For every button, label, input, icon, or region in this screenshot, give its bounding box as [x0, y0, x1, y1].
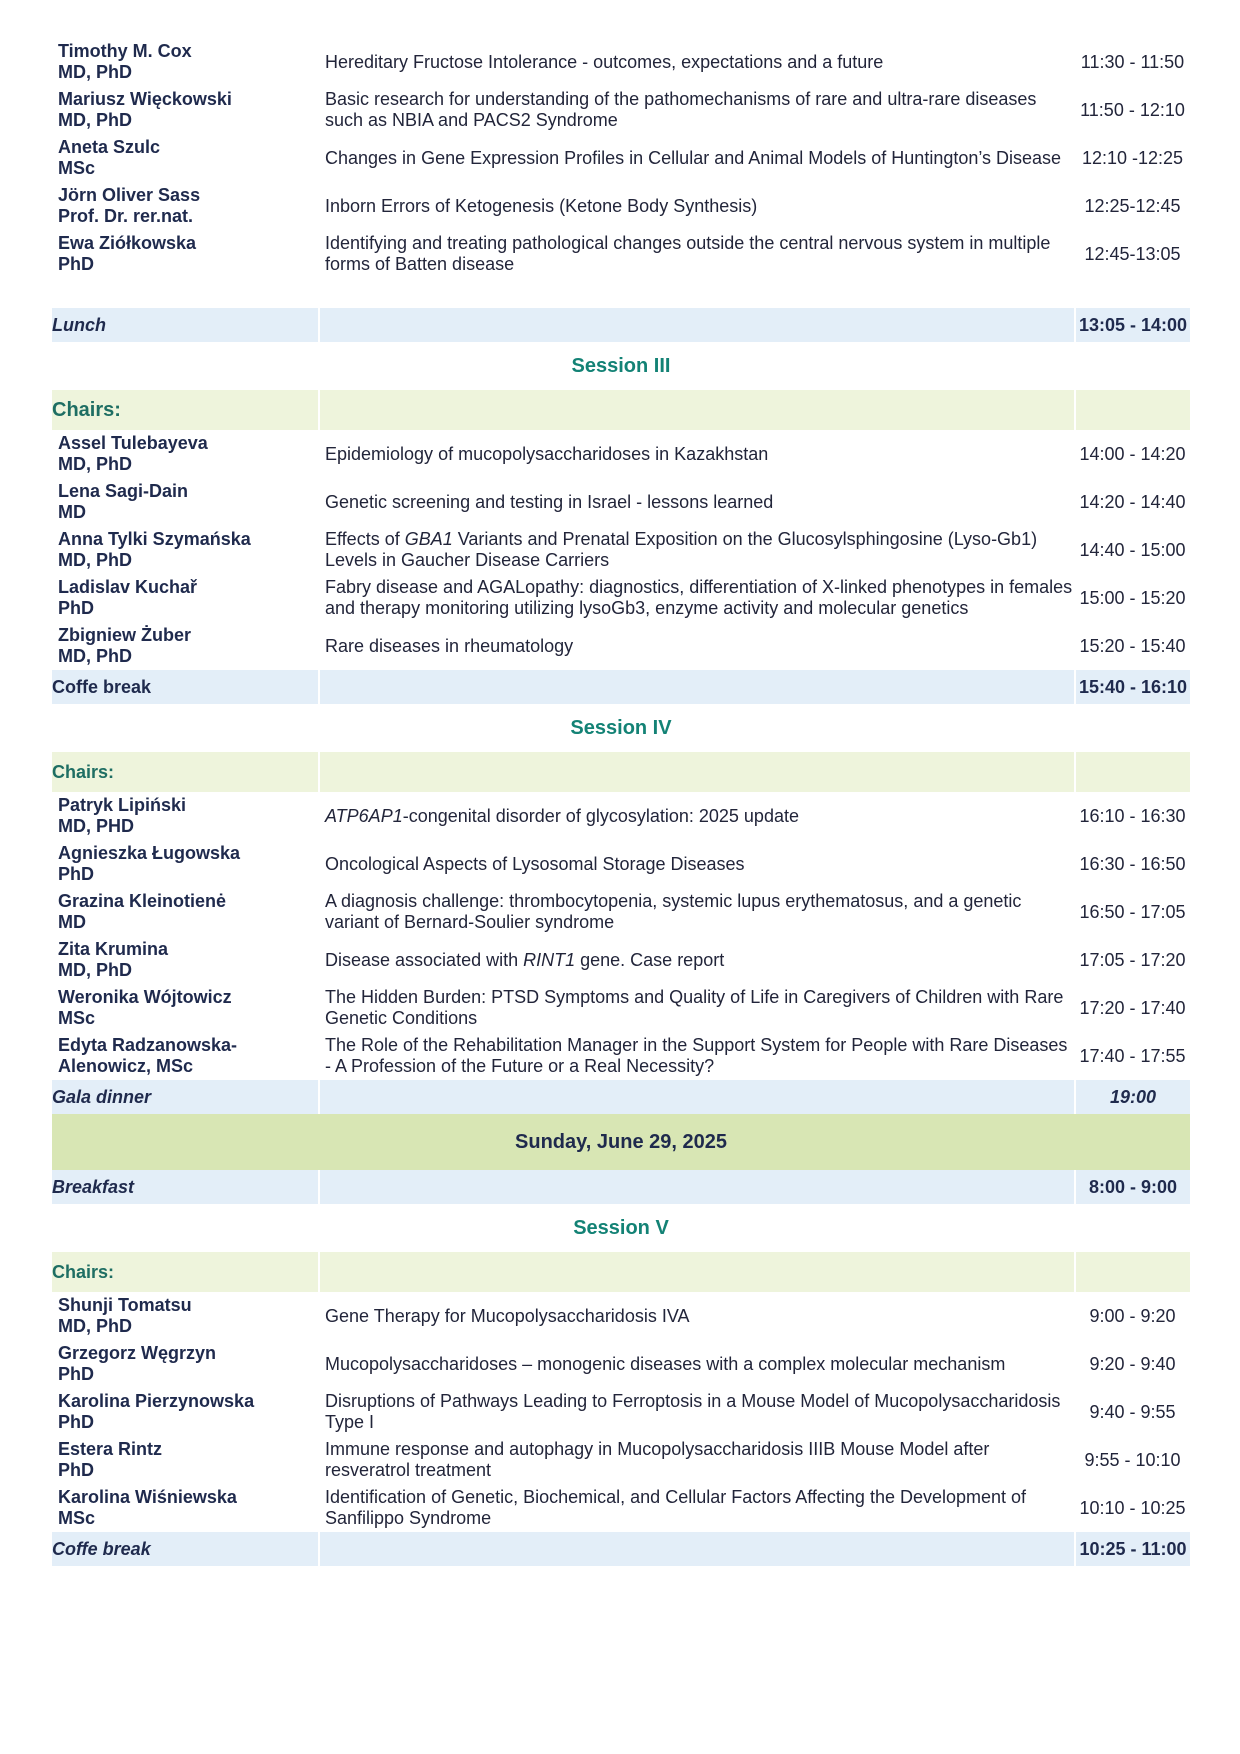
talk-time: 9:00 - 9:20 — [1089, 1305, 1176, 1326]
table-row — [52, 430, 1190, 478]
table-row — [52, 792, 1190, 840]
speaker-degree: PhD — [58, 1412, 94, 1432]
talk-title: Identifying and treating pathological changes outside the central nervous system in multiple forms of Batten disease — [325, 233, 1051, 274]
break-time: 10:25 - 11:00 — [1075, 1532, 1190, 1566]
speaker-degree: MD, PhD — [58, 550, 132, 570]
session-title: Session IV — [570, 716, 672, 739]
talk-title — [319, 936, 1075, 984]
title-text: gene. Case report — [575, 949, 725, 970]
speaker — [52, 888, 319, 936]
session-heading-row — [52, 342, 1190, 390]
speaker — [52, 792, 319, 840]
speaker-degree: MSc — [58, 1008, 96, 1028]
speaker-name: Ewa Ziółkowska — [58, 233, 197, 253]
talk-title: Changes in Gene Expression Profiles in Cellular and Animal Models of Huntington’s Disease — [325, 147, 1062, 168]
empty-cell — [319, 308, 1075, 342]
chairs-row — [52, 390, 1190, 430]
speaker — [52, 182, 319, 230]
table-row — [52, 230, 1190, 278]
talk-time: 15:20 - 15:40 — [1079, 635, 1186, 656]
talk-time: 14:40 - 15:00 — [1079, 539, 1186, 560]
title-text: Effects of — [325, 529, 405, 549]
lunch-label: Lunch — [52, 308, 319, 342]
speaker-degree: Prof. Dr. rer.nat. — [58, 206, 194, 226]
speaker — [52, 1292, 319, 1340]
empty-cell — [319, 1252, 1075, 1292]
talk-title: A diagnosis challenge: thrombocytopenia, systemic lupus erythematosus, and a genetic variant of Bernard-Soulier syndrome — [325, 891, 1022, 932]
talk-time: 10:10 - 10:25 — [1079, 1497, 1186, 1518]
break-time: 15:40 - 16:10 — [1075, 670, 1190, 704]
talk-time: 12:10 -12:25 — [1081, 147, 1184, 168]
talk-time: 9:40 - 9:55 — [1089, 1401, 1176, 1422]
gene-name: RINT1 — [523, 949, 576, 970]
speaker-degree: MD, PHD — [58, 816, 134, 836]
session-title: Session III — [571, 354, 671, 377]
talk-title: The Hidden Burden: PTSD Symptoms and Quality of Life in Caregivers of Children with Rare Genetic Conditions — [325, 987, 1064, 1028]
speaker-degree: PhD — [58, 254, 94, 274]
empty-cell — [319, 1532, 1075, 1566]
table-row — [52, 526, 1190, 574]
talk-title: Inborn Errors of Ketogenesis (Ketone Body Synthesis) — [325, 195, 758, 216]
talk-time: 14:00 - 14:20 — [1079, 443, 1186, 464]
talk-title: Disruptions of Pathways Leading to Ferroptosis in a Mouse Model of Mucopolysaccharidosis Type I — [325, 1391, 1061, 1432]
speaker-name: Zita Krumina — [58, 939, 169, 959]
speaker-name: Grazina Kleinotienė — [58, 891, 227, 911]
title-text: Disease associated with — [325, 949, 524, 970]
table-row — [52, 840, 1190, 888]
talk-title: Fabry disease and AGALopathy: diagnostics, differentiation of X-linked phenotypes in females and therapy monitoring utilizing lysoGb3, enzyme activity and molecular genetics — [325, 577, 1073, 618]
speaker-name: Zbigniew Żuber — [58, 625, 191, 645]
table-row — [52, 1436, 1190, 1484]
speaker-degree: MD, PhD — [58, 62, 132, 82]
empty-cell — [319, 752, 1075, 792]
speaker — [52, 1484, 319, 1532]
empty-cell — [1075, 1252, 1190, 1292]
break-row — [52, 1532, 1190, 1566]
table-row — [52, 182, 1190, 230]
speaker-name: Estera Rintz — [58, 1439, 163, 1459]
speaker-name: Jörn Oliver Sass — [58, 185, 201, 205]
speaker — [52, 230, 319, 278]
title-text: Variants and Prenatal Exposition on the Glucosylsphingosine (Lyso-Gb1) Levels in Gaucher Disease Carriers — [325, 529, 1038, 570]
chairs-label: Chairs: — [52, 752, 319, 792]
chairs-label: Chairs: — [52, 1252, 319, 1292]
speaker — [52, 478, 319, 526]
talk-title: Identification of Genetic, Biochemical, and Cellular Factors Affecting the Development of Sanfilippo Syndrome — [325, 1487, 1027, 1528]
speaker-degree: PhD — [58, 864, 94, 884]
table-row — [52, 1292, 1190, 1340]
chairs-row — [52, 752, 1190, 792]
table-row — [52, 1388, 1190, 1436]
talk-time: 16:10 - 16:30 — [1079, 805, 1186, 826]
breakfast-row — [52, 1170, 1190, 1204]
speaker — [52, 86, 319, 134]
title-text: -congenital disorder of glycosylation: 2025 update — [402, 805, 799, 826]
session-heading-row — [52, 704, 1190, 752]
talk-time: 11:50 - 12:10 — [1080, 99, 1185, 120]
speaker-name: Aneta Szulc — [58, 137, 161, 157]
table-row — [52, 1340, 1190, 1388]
speaker-degree: PhD — [58, 598, 94, 618]
speaker — [52, 38, 319, 86]
speaker — [52, 1340, 319, 1388]
speaker-name: Lena Sagi-Dain — [58, 481, 189, 501]
speaker — [52, 430, 319, 478]
chairs-label: Chairs: — [52, 390, 319, 430]
speaker-name: Mariusz Więckowski — [58, 89, 232, 109]
table-row — [52, 478, 1190, 526]
talk-time: 9:55 - 10:10 — [1084, 1449, 1181, 1470]
speaker-name: Edyta Radzanowska- — [58, 1035, 238, 1055]
talk-title: The Role of the Rehabilitation Manager in the Support System for People with Rare Diseases - A Profession of the Future or a Real Necessity? — [325, 1035, 1068, 1076]
table-row — [52, 1484, 1190, 1532]
speaker — [52, 840, 319, 888]
speaker-name: Shunji Tomatsu — [58, 1295, 192, 1315]
talk-time: 16:30 - 16:50 — [1079, 853, 1186, 874]
speaker-degree: PhD — [58, 1364, 94, 1384]
speaker-name: Assel Tulebayeva — [58, 433, 208, 453]
talk-title: Hereditary Fructose Intolerance - outcomes, expectations and a future — [325, 51, 884, 72]
gene-name: ATP6AP1 — [325, 805, 403, 826]
speaker-name: Karolina Pierzynowska — [58, 1391, 255, 1411]
speaker-name: Karolina Wiśniewska — [58, 1487, 237, 1507]
talk-time: 12:25-12:45 — [1084, 195, 1181, 216]
day-title: Sunday, June 29, 2025 — [52, 1114, 1190, 1170]
talk-time: 11:30 - 11:50 — [1080, 51, 1185, 72]
breakfast-time: 8:00 - 9:00 — [1075, 1170, 1190, 1204]
speaker — [52, 574, 319, 622]
talk-time: 16:50 - 17:05 — [1079, 901, 1186, 922]
speaker — [52, 936, 319, 984]
chairs-row — [52, 1252, 1190, 1292]
speaker-name: Weronika Wójtowicz — [58, 987, 232, 1007]
speaker-degree: MD — [58, 912, 86, 932]
empty-cell — [1075, 752, 1190, 792]
schedule-table — [52, 38, 1190, 1566]
empty-cell — [1075, 390, 1190, 430]
speaker — [52, 984, 319, 1032]
talk-title: Gene Therapy for Mucopolysaccharidosis IVA — [325, 1305, 690, 1326]
speaker-degree: MD, PhD — [58, 960, 132, 980]
speaker-degree: MD, PhD — [58, 646, 132, 666]
empty-cell — [319, 1080, 1075, 1114]
table-row — [52, 622, 1190, 670]
speaker-degree: PhD — [58, 1460, 94, 1480]
lunch-row — [52, 308, 1190, 342]
gene-name: GBA1 — [404, 529, 453, 549]
table-row — [52, 134, 1190, 182]
empty-cell — [319, 1170, 1075, 1204]
table-row — [52, 38, 1190, 86]
break-label: Coffe break — [52, 1532, 319, 1566]
talk-time: 15:00 - 15:20 — [1079, 587, 1186, 608]
table-row — [52, 984, 1190, 1032]
session-heading-row — [52, 1204, 1190, 1252]
speaker-name: Ladislav Kuchař — [58, 577, 198, 597]
dinner-time: 19:00 — [1075, 1080, 1190, 1114]
break-label: Coffe break — [52, 670, 319, 704]
table-row — [52, 936, 1190, 984]
speaker-name: Timothy M. Cox — [58, 41, 192, 61]
table-row — [52, 86, 1190, 134]
speaker-degree: Alenowicz, MSc — [58, 1056, 194, 1076]
talk-time: 17:20 - 17:40 — [1079, 997, 1186, 1018]
lunch-time: 13:05 - 14:00 — [1075, 308, 1190, 342]
breakfast-label: Breakfast — [52, 1170, 319, 1204]
speaker-degree: MD, PhD — [58, 454, 132, 474]
speaker-name: Agnieszka Ługowska — [58, 843, 241, 863]
talk-title: Rare diseases in rheumatology — [325, 635, 574, 656]
speaker — [52, 622, 319, 670]
speaker-name: Grzegorz Węgrzyn — [58, 1343, 217, 1363]
speaker — [52, 526, 319, 574]
break-row — [52, 670, 1190, 704]
dinner-label: Gala dinner — [52, 1080, 319, 1114]
talk-title: Basic research for understanding of the pathomechanisms of rare and ultra-rare diseases such as NBIA and PACS2 Syndrome — [325, 89, 1037, 130]
talk-title: Genetic screening and testing in Israel - lessons learned — [325, 491, 774, 512]
speaker-degree: MD, PhD — [58, 1316, 132, 1336]
talk-title: Oncological Aspects of Lysosomal Storage Diseases — [325, 853, 745, 874]
talk-title — [319, 526, 1075, 574]
spacer-row — [52, 278, 1190, 308]
speaker-name: Anna Tylki Szymańska — [58, 529, 251, 549]
speaker — [52, 1436, 319, 1484]
talk-title: Epidemiology of mucopolysaccharidoses in Kazakhstan — [325, 443, 769, 464]
session-title: Session V — [573, 1216, 669, 1239]
empty-cell — [319, 390, 1075, 430]
empty-cell — [319, 670, 1075, 704]
speaker-degree: MD — [58, 502, 86, 522]
day-heading-row — [52, 1114, 1190, 1170]
talk-time: 9:20 - 9:40 — [1089, 1353, 1176, 1374]
speaker-degree: MSc — [58, 1508, 96, 1528]
speaker — [52, 134, 319, 182]
talk-time: 17:40 - 17:55 — [1079, 1045, 1186, 1066]
dinner-row — [52, 1080, 1190, 1114]
talk-title: Mucopolysaccharidoses – monogenic diseases with a complex molecular mechanism — [325, 1353, 1006, 1374]
talk-time: 14:20 - 14:40 — [1079, 491, 1186, 512]
talk-title: Immune response and autophagy in Mucopolysaccharidosis IIIB Mouse Model after resveratrol treatment — [325, 1439, 990, 1480]
table-row — [52, 1032, 1190, 1080]
speaker — [52, 1388, 319, 1436]
talk-time: 12:45-13:05 — [1084, 243, 1181, 264]
table-row — [52, 574, 1190, 622]
talk-time: 17:05 - 17:20 — [1079, 949, 1186, 970]
table-row — [52, 888, 1190, 936]
talk-title — [319, 792, 1075, 840]
speaker — [52, 1032, 319, 1080]
speaker-degree: MD, PhD — [58, 110, 132, 130]
speaker-name: Patryk Lipiński — [58, 795, 187, 815]
speaker-degree: MSc — [58, 158, 96, 178]
